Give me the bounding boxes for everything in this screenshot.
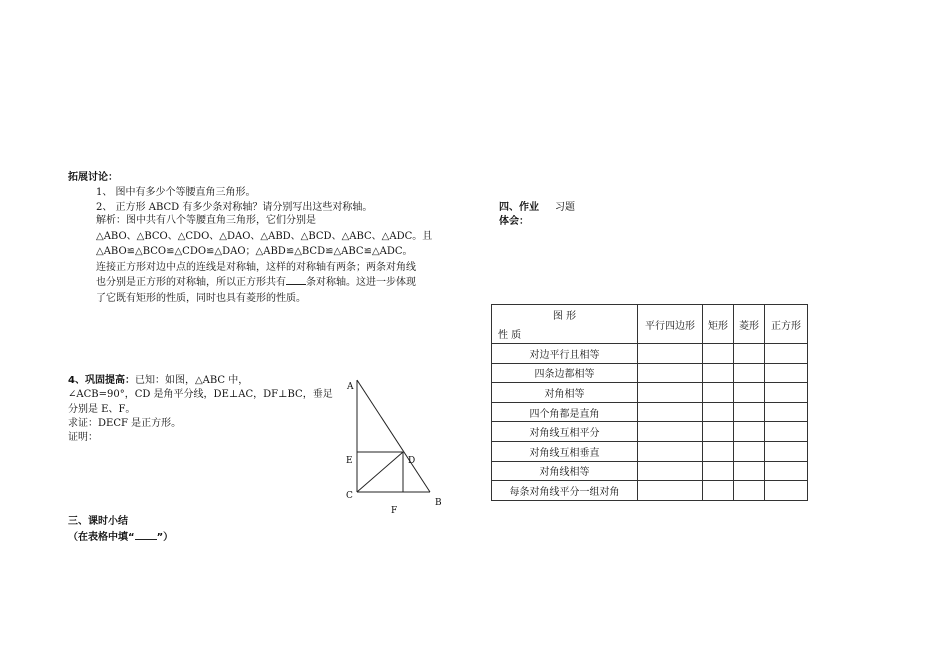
properties-table (491, 304, 808, 501)
table-cell[interactable] (638, 422, 703, 442)
analysis-line-1: 解析：图中共有八个等腰直角三角形，它们分别是 (96, 215, 316, 226)
table-cell[interactable] (734, 422, 765, 442)
column-header: 矩形 (703, 305, 734, 344)
row-label: 每条对角线平分一组对角 (492, 481, 638, 501)
analysis-line-5-start: 也分别是正方形的对称轴，所以正方形共有 (96, 277, 286, 288)
table-cell[interactable] (703, 422, 734, 442)
consolidation-line-1 (68, 374, 248, 387)
analysis-line-3: △ABO≌△BCO≌△CDO≌△DAO；△ABD≌△BCD≌△ABC≌△ADC。 (96, 246, 413, 257)
table-row (492, 422, 808, 442)
table-cell[interactable] (703, 363, 734, 383)
analysis-line-2: △ABO、△BCO、△CDO、△DAO、△ABD、△BCD、△ABC、△ADC。且 (96, 230, 433, 242)
angle-bisector-cd (357, 452, 403, 492)
column-header: 菱形 (734, 305, 765, 344)
row-label: 对角线互相平分 (492, 422, 638, 442)
consolidation-line-5: 证明： (68, 432, 98, 443)
reflection-heading: 体会： (499, 216, 529, 227)
fill-in-blank (286, 275, 306, 285)
triangle-diagram (340, 372, 450, 517)
homework-text: 习题 (555, 202, 575, 213)
table-cell[interactable] (638, 363, 703, 383)
table-header-row (492, 305, 808, 344)
table-corner-header (492, 305, 638, 344)
header-shape: 图 形 (552, 311, 577, 322)
table-cell[interactable] (765, 481, 808, 501)
summary-blank (135, 530, 157, 540)
table-cell[interactable] (638, 481, 703, 501)
discussion-question-1: 1、 图中有多少个等腰直角三角形。 (96, 187, 256, 198)
table-row (492, 383, 808, 403)
table-cell[interactable] (638, 461, 703, 481)
table-cell[interactable] (638, 402, 703, 422)
table-cell[interactable] (734, 344, 765, 364)
consolidation-line-4: 求证：DECF 是正方形。 (68, 418, 182, 429)
table-cell[interactable] (765, 422, 808, 442)
table-cell[interactable] (765, 402, 808, 422)
table-cell[interactable] (703, 461, 734, 481)
table-row (492, 344, 808, 364)
table-cell[interactable] (703, 441, 734, 461)
label-c: C (346, 491, 353, 501)
table-cell[interactable] (765, 441, 808, 461)
table-cell[interactable] (703, 383, 734, 403)
row-label: 四个角都是直角 (492, 402, 638, 422)
summary-note-start: （在表格中填“ (68, 532, 135, 543)
table-cell[interactable] (703, 402, 734, 422)
discussion-analysis (96, 213, 432, 306)
consolidation-line-2: ∠ACB=90°，CD 是角平分线，DE⊥AC，DF⊥BC，垂足 (68, 389, 333, 400)
column-header: 正方形 (765, 305, 808, 344)
table-cell[interactable] (734, 481, 765, 501)
label-d: D (408, 456, 416, 466)
table-cell[interactable] (703, 481, 734, 501)
analysis-line-5 (96, 275, 432, 291)
column-header: 平行四边形 (638, 305, 703, 344)
row-label: 四条边都相等 (492, 363, 638, 383)
discussion-heading: 拓展讨论： (68, 172, 118, 183)
table-row (492, 402, 808, 422)
consolidation-heading: 4、巩固提高： (68, 375, 135, 386)
table-cell[interactable] (765, 383, 808, 403)
summary-heading: 三、课时小结 (68, 516, 128, 527)
row-label: 对边平行且相等 (492, 344, 638, 364)
row-label: 对角线互相垂直 (492, 441, 638, 461)
analysis-line-4: 连接正方形对边中点的连线是对称轴，这样的对称轴有两条；两条对角线 (96, 261, 416, 273)
table-cell[interactable] (734, 441, 765, 461)
homework-line (499, 201, 575, 214)
table-cell[interactable] (734, 402, 765, 422)
table-row (492, 363, 808, 383)
discussion-question-2: 2、 正方形 ABCD 有多少条对称轴？请分别写出这些对称轴。 (96, 202, 373, 213)
label-e: E (346, 456, 353, 466)
table-cell[interactable] (734, 383, 765, 403)
table-cell[interactable] (703, 344, 734, 364)
table-cell[interactable] (765, 363, 808, 383)
header-property: 性 质 (498, 330, 522, 341)
consolidation-given: 已知：如图，△ABC 中， (134, 375, 249, 386)
table-cell[interactable] (734, 461, 765, 481)
summary-note (68, 530, 173, 544)
table-row (492, 441, 808, 461)
consolidation-line-3: 分别是 E、F。 (68, 404, 136, 415)
analysis-line-5-end: 条对称轴。这进一步体现 (306, 277, 416, 288)
table-cell[interactable] (638, 441, 703, 461)
table-cell[interactable] (765, 344, 808, 364)
table-cell[interactable] (734, 363, 765, 383)
row-label: 对角相等 (492, 383, 638, 403)
analysis-line-6: 了它既有矩形的性质，同时也具有菱形的性质。 (96, 292, 306, 304)
summary-note-end: ”） (156, 532, 174, 543)
label-b: B (435, 498, 442, 508)
table-cell[interactable] (638, 344, 703, 364)
row-label: 对角线相等 (492, 461, 638, 481)
label-a: A (347, 382, 354, 392)
table-row (492, 461, 808, 481)
table-cell[interactable] (638, 383, 703, 403)
table-cell[interactable] (765, 461, 808, 481)
label-f: F (391, 506, 398, 516)
homework-heading: 四、作业 (499, 202, 539, 213)
side-ab (357, 380, 430, 492)
table-row (492, 481, 808, 501)
